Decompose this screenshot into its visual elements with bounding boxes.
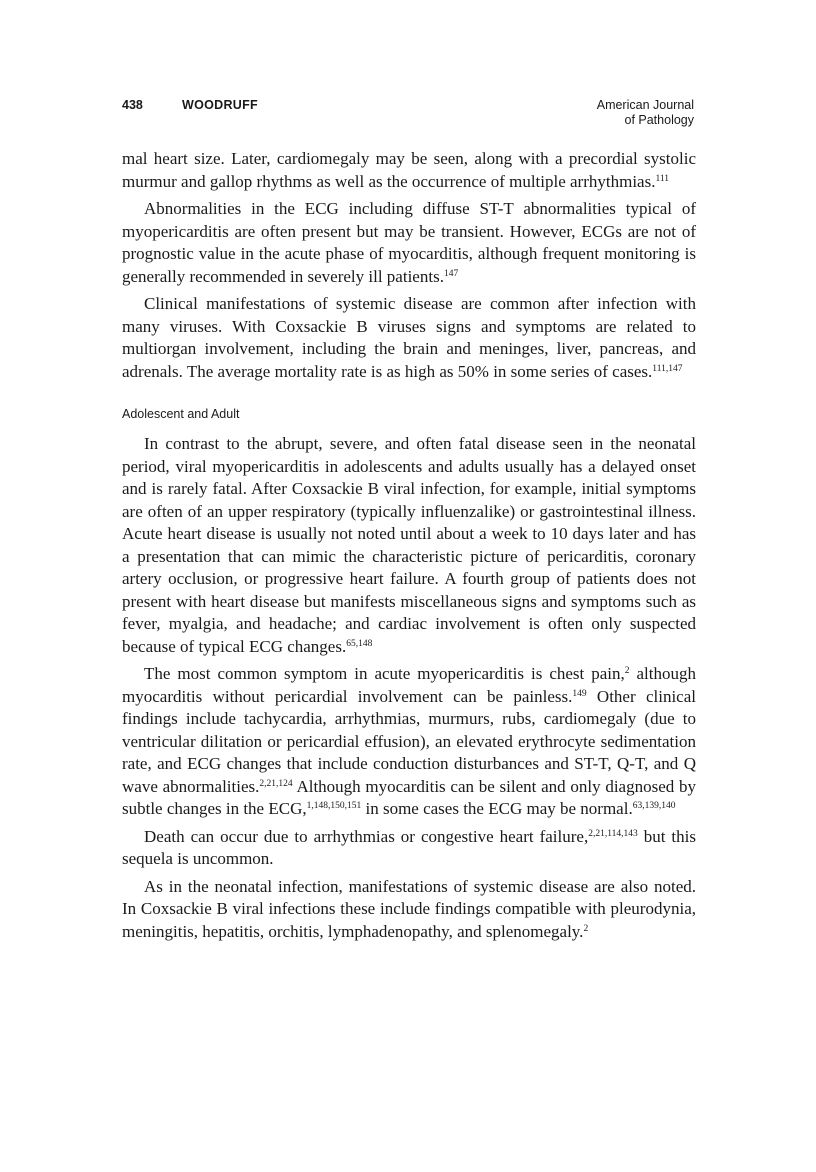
- paragraph: [122, 663, 696, 821]
- page-number: 438: [122, 98, 143, 112]
- paragraph-text: Other clinical findings include tachycardia, arrhythmias, murmurs, rubs, cardiomegaly (due to ventricular dilitation or pericardial effusion), an elevated erythrocyte sedimentation rate, and ECG changes that include conduction disturbances and ST-T, Q-T, and Q wave abnormalities.: [122, 686, 696, 796]
- article-body: [122, 148, 696, 948]
- citation-superscript: 1,148,150,151: [306, 801, 362, 811]
- paragraph-text: Abnormalities in the ECG including diffuse ST-T abnormalities typical of myopericarditis are often present but may be transient. However, ECGs are not of prognostic value in the acute phase of myocarditis, although frequent monitoring is generally recommended in severely ill patients.: [122, 199, 696, 286]
- paragraph: [122, 148, 696, 193]
- paragraph-text: but this sequela is uncommon.: [122, 826, 696, 868]
- citation-superscript: 149: [572, 688, 587, 699]
- paragraph-text: in some cases the ECG may be normal.: [361, 799, 633, 818]
- citation-superscript: 111: [655, 173, 670, 184]
- paragraph-text: Although myocarditis can be silent and only diagnosed by subtle changes in the ECG,: [122, 776, 696, 818]
- pre-section-text: [122, 148, 696, 383]
- journal-name: [597, 98, 694, 128]
- citation-superscript: 111,147: [652, 363, 683, 374]
- running-author: WOODRUFF: [182, 98, 258, 112]
- paragraph-text: although myocarditis without pericardial involvement can be painless.: [122, 664, 696, 706]
- paragraph: [122, 293, 696, 383]
- paragraph: [122, 433, 696, 658]
- journal-name-line-2: of Pathology: [624, 113, 694, 127]
- section-text: [122, 433, 696, 943]
- citation-superscript: 2: [624, 666, 630, 676]
- citation-superscript: 63,139,140: [632, 801, 676, 811]
- citation-superscript: 2,21,124: [259, 778, 293, 789]
- paragraph: [122, 198, 696, 288]
- paragraph-text: Death can occur due to arrhythmias or congestive heart failure,: [144, 826, 589, 846]
- citation-superscript: 65,148: [346, 638, 373, 649]
- paragraph-text: Clinical manifestations of systemic disease are common after infection with many viruses. With Coxsackie B viruses signs and symptoms are related to multiorgan involvement, including the brain and meninges, liver, pancreas, and adrenals. The average mortality rate is as high as 50% in some series of cases.: [122, 294, 696, 381]
- paragraph-text: As in the neonatal infection, manifestations of systemic disease are also noted. In Coxsackie B viral infections these include findings compatible with pleurodynia, meningitis, hepatitis, orchitis, lymphadenopathy, and splenomegaly.: [122, 876, 696, 941]
- journal-name-line-1: American Journal: [596, 98, 694, 112]
- paragraph: [122, 876, 696, 944]
- paragraph-text: mal heart size. Later, cardiomegaly may be seen, along with a precordial systolic murmur and gallop rhythms as well as the occurrence of multiple arrhythmias.: [122, 149, 696, 191]
- citation-superscript: 2,21,114,143: [588, 828, 638, 839]
- paragraph-text: The most common symptom in acute myopericarditis is chest pain,: [144, 664, 625, 683]
- paragraph: [122, 826, 696, 871]
- section-heading: Adolescent and Adult: [122, 407, 240, 421]
- citation-superscript: 147: [443, 268, 459, 279]
- paragraph-text: In contrast to the abrupt, severe, and often fatal disease seen in the neonatal period, viral myopericarditis in adolescents and adults usually has a delayed onset and is rarely fatal. After Coxsackie B viral infection, for example, initial symptoms are often of an upper respiratory (typically influenzalike) or gastrointestinal illness. Acute heart disease is usually not noted until about a week to 10 days later and has a presentation that can mimic the characteristic picture of pericarditis, coronary artery occlusion, or progressive heart failure. A fourth group of patients does not present with heart disease but manifests miscellaneous signs and symptoms such as fever, myalgia, and headache; and cardiac involvement is often only suspected because of typical ECG changes.: [122, 434, 696, 656]
- citation-superscript: 2: [583, 923, 589, 934]
